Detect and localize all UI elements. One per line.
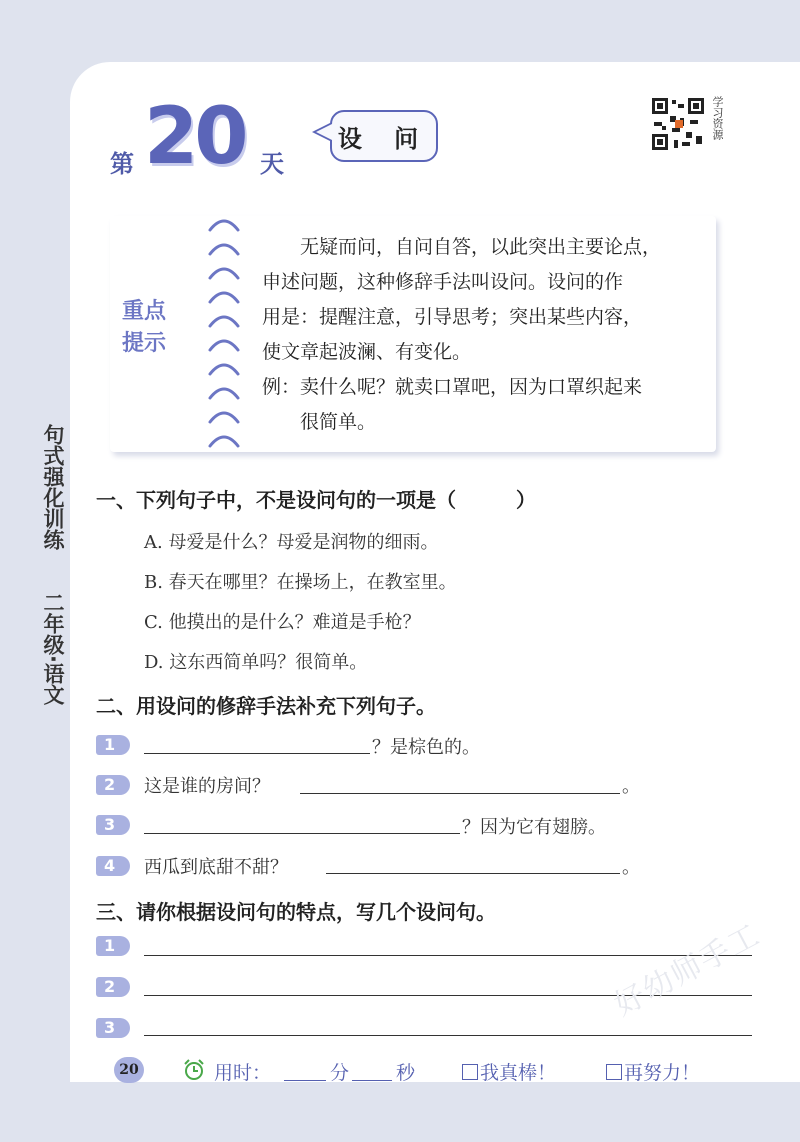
tip-title bbox=[122, 296, 166, 360]
encourage-option[interactable] bbox=[606, 1058, 700, 1085]
minute-label: 分 bbox=[330, 1062, 350, 1084]
item-number-tag: 1 bbox=[96, 936, 130, 956]
praise-option[interactable] bbox=[462, 1058, 556, 1085]
encourage-label: 再努力！ bbox=[624, 1062, 701, 1084]
seconds-blank[interactable] bbox=[352, 1080, 392, 1081]
answer-blank-1[interactable] bbox=[144, 753, 370, 754]
option-b[interactable]: B. 春天在哪里？在操场上，在教室里。 bbox=[144, 572, 457, 593]
option-a[interactable]: A. 母爱是什么？母爱是润物的细雨。 bbox=[144, 532, 439, 553]
side-label-series: 句式强化训练 bbox=[41, 424, 65, 550]
section2-title: 二、用设问的修辞手法补充下列句子。 bbox=[96, 694, 436, 718]
item-4-suffix: 。 bbox=[622, 857, 640, 878]
topic-bubble: 设 问 bbox=[330, 110, 438, 162]
answer-blank-3[interactable] bbox=[144, 833, 460, 834]
item-number-tag: 2 bbox=[96, 977, 130, 997]
item-number-tag: 3 bbox=[96, 1018, 130, 1038]
item-number-tag: 4 bbox=[96, 856, 130, 876]
tip-line: 使文章起波澜、有变化。 bbox=[262, 341, 472, 363]
day-suffix: 天 bbox=[260, 149, 284, 178]
watermark: 好幼师手工 bbox=[608, 917, 767, 1024]
writing-line-3[interactable] bbox=[144, 1035, 752, 1036]
tip-line: 无疑而问，自问自答，以此突出主要论点， bbox=[262, 236, 662, 258]
item-number-tag: 1 bbox=[96, 735, 130, 755]
item-4-prefix: 西瓜到底甜不甜？ bbox=[144, 857, 288, 878]
side-label-grade: 二年级·语文 bbox=[41, 592, 65, 705]
tip-line: 例：卖什么呢？就卖口罩吧，因为口罩织起来 bbox=[262, 376, 643, 398]
item-2-suffix: 。 bbox=[622, 776, 640, 797]
option-c[interactable]: C. 他摸出的是什么？难道是手枪？ bbox=[144, 612, 421, 633]
item-3-suffix: ？因为它有翅膀。 bbox=[462, 817, 606, 838]
tip-text bbox=[262, 230, 702, 440]
section1-title: 一、下列句子中，不是设问句的一项是（ ） bbox=[96, 488, 536, 512]
tip-line: 很简单。 bbox=[262, 411, 377, 433]
answer-blank-4[interactable] bbox=[326, 873, 620, 874]
item-number-tag: 3 bbox=[96, 815, 130, 835]
encourage-checkbox[interactable] bbox=[606, 1064, 622, 1080]
day-number: 20 bbox=[144, 92, 245, 182]
option-d[interactable]: D. 这东西简单吗？很简单。 bbox=[144, 652, 368, 673]
day-prefix: 第 bbox=[110, 149, 134, 178]
second-label: 秒 bbox=[396, 1062, 416, 1084]
time-label: 用时： bbox=[214, 1062, 272, 1084]
tip-title-line1: 重点 bbox=[122, 299, 167, 324]
tip-title-line2: 提示 bbox=[122, 331, 167, 356]
praise-checkbox[interactable] bbox=[462, 1064, 478, 1080]
item-number-tag: 2 bbox=[96, 775, 130, 795]
tip-line: 用是：提醒注意，引导思考；突出某些内容， bbox=[262, 306, 643, 328]
item-1-suffix: ？是棕色的。 bbox=[372, 737, 480, 758]
qr-label: 学习资源 bbox=[711, 96, 724, 140]
bubble-tail-inner bbox=[316, 124, 332, 140]
alarm-clock-icon bbox=[182, 1058, 206, 1082]
qr-code-icon[interactable] bbox=[650, 96, 706, 152]
spiral-binding-icon bbox=[206, 214, 242, 454]
page-number: 20 bbox=[114, 1057, 144, 1083]
item-2-prefix: 这是谁的房间？ bbox=[144, 776, 270, 797]
minutes-blank[interactable] bbox=[284, 1080, 326, 1081]
praise-label: 我真棒！ bbox=[480, 1062, 557, 1084]
section3-title: 三、请你根据设问句的特点，写几个设问句。 bbox=[96, 900, 496, 924]
answer-blank-2[interactable] bbox=[300, 793, 620, 794]
tip-line: 申述问题，这种修辞手法叫设问。设问的作 bbox=[262, 271, 624, 293]
